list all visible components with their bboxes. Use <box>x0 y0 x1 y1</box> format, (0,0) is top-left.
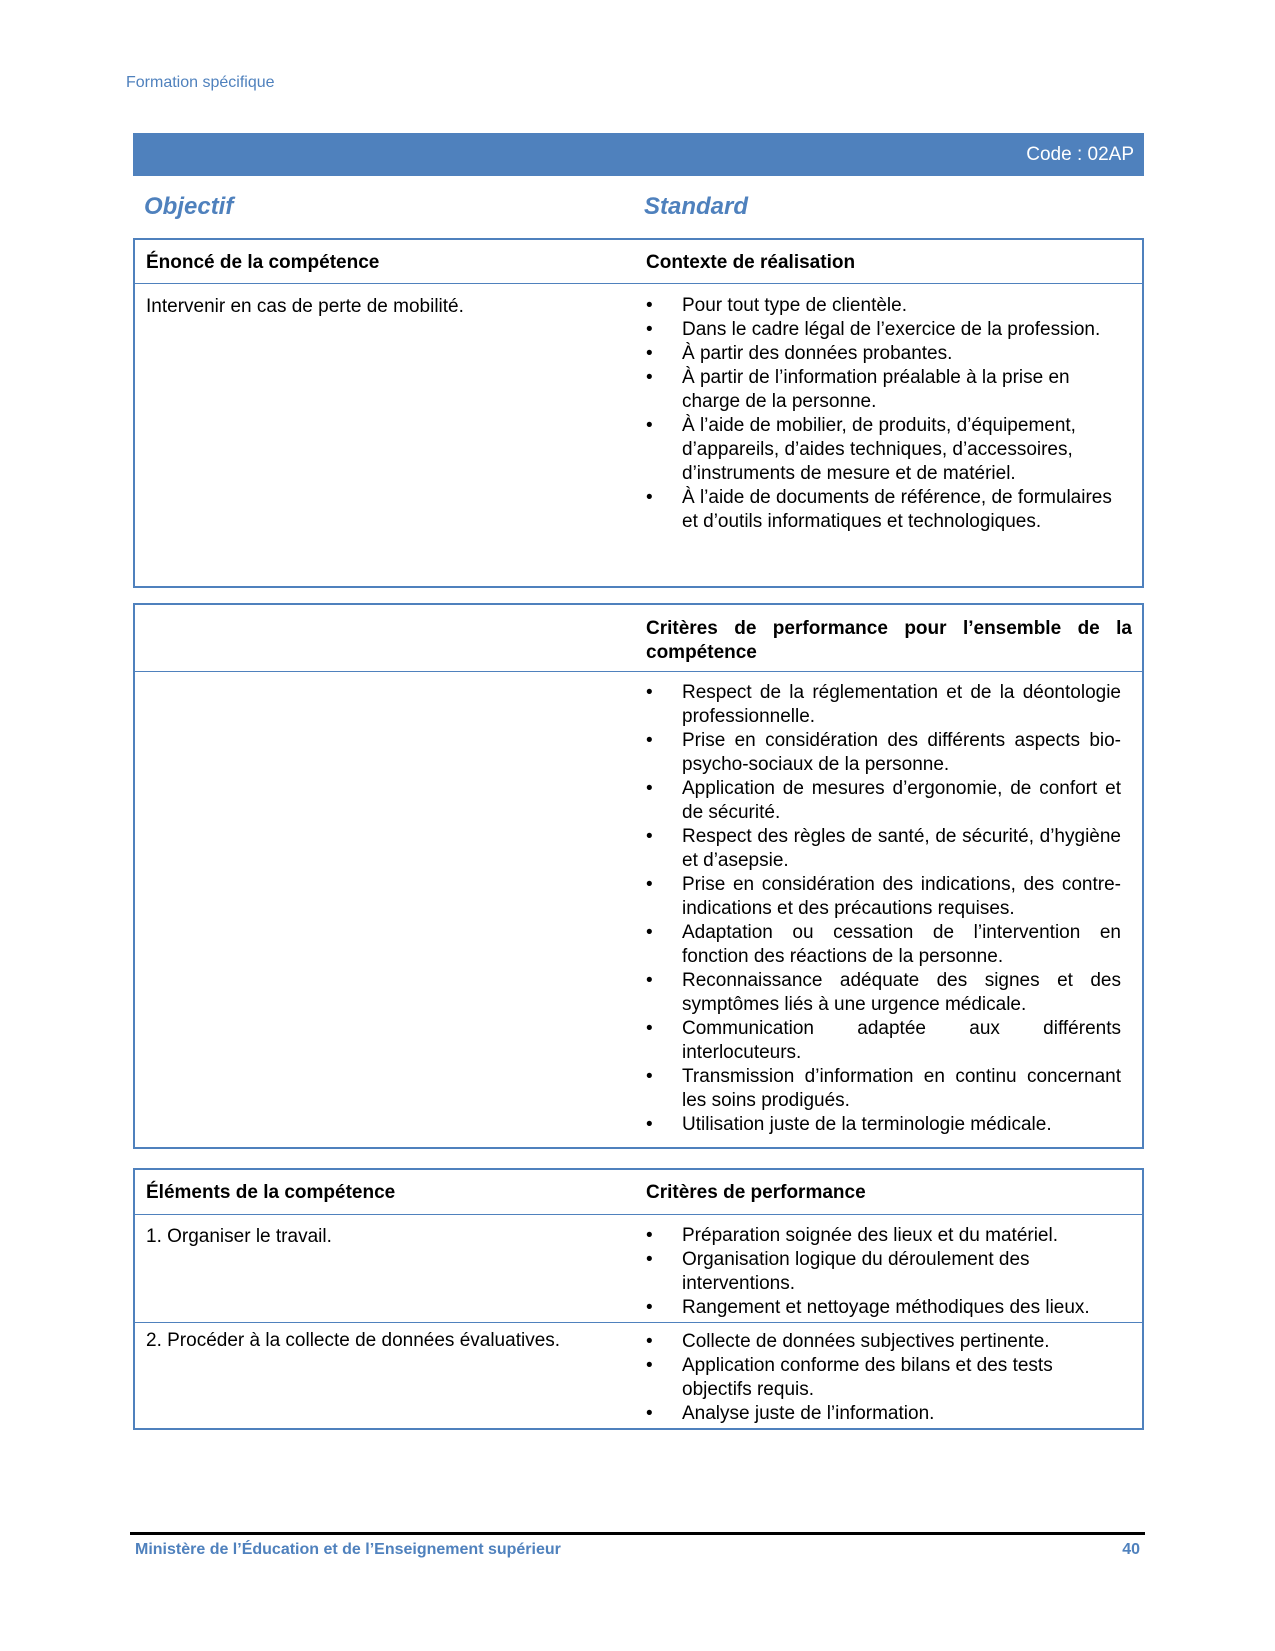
criteria-item: • Utilisation juste de la terminologie médicale. <box>646 1113 1121 1137</box>
criteria-item: • Rangement et nettoyage méthodiques des lieux. <box>646 1296 1136 1320</box>
criteria-item: • Communication adaptée aux différents interlocuteurs. <box>646 1017 1121 1065</box>
code-bar <box>133 133 1144 176</box>
element-item: 1. Organiser le travail. <box>146 1226 332 1247</box>
criteria-item: • Transmission d’information en continu concernant les soins prodigués. <box>646 1065 1121 1113</box>
criteria-item: • Application conforme des bilans et des tests objectifs requis. <box>646 1354 1121 1402</box>
section-title-objective: Objectif <box>144 193 234 220</box>
context-item: • Dans le cadre légal de l’exercice de la profession. <box>646 318 1121 342</box>
context-item: • À partir de l’information préalable à la prise en charge de la personne. <box>646 366 1121 414</box>
table-divider <box>135 1214 1142 1215</box>
criteria-item: • Respect des règles de santé, de sécurité, d’hygiène et d’asepsie. <box>646 825 1121 873</box>
table-divider <box>135 283 1142 284</box>
performance-criteria-header: Critères de performance <box>646 1182 866 1203</box>
element-criteria-list <box>646 1224 1136 1320</box>
context-list <box>646 294 1121 534</box>
elements-header: Éléments de la compétence <box>146 1182 396 1203</box>
context-item: • À partir des données probantes. <box>646 342 1121 366</box>
context-item: • À l’aide de documents de référence, de formulaires et d’outils informatiques et technologiques. <box>646 486 1121 534</box>
context-header: Contexte de réalisation <box>646 252 856 273</box>
element-item: 2. Procéder à la collecte de données évaluatives. <box>146 1330 561 1351</box>
elements-table <box>133 1168 1144 1430</box>
context-item: • Pour tout type de clientèle. <box>646 294 1121 318</box>
criteria-item: • Application de mesures d’ergonomie, de confort et de sécurité. <box>646 777 1121 825</box>
table-divider <box>135 1322 1142 1323</box>
footer-rule <box>130 1532 1145 1535</box>
criteria-item: • Adaptation ou cessation de l’intervention en fonction des réactions de la personne. <box>646 921 1121 969</box>
criteria-item: • Collecte de données subjectives pertinente. <box>646 1330 1121 1354</box>
footer-ministry: Ministère de l’Éducation et de l’Enseignement supérieur <box>135 1541 561 1558</box>
criteria-item: • Organisation logique du déroulement des interventions. <box>646 1248 1136 1296</box>
criteria-item: • Prise en considération des indications, des contre-indications et des précautions requises. <box>646 873 1121 921</box>
criteria-item: • Reconnaissance adéquate des signes et des symptômes liés à une urgence médicale. <box>646 969 1121 1017</box>
competence-statement-header: Énoncé de la compétence <box>146 252 380 273</box>
overall-criteria-header: Critères de performance pour l’ensemble de la compétence <box>646 618 1132 663</box>
page-number: 40 <box>1122 1541 1140 1558</box>
section-title-standard: Standard <box>644 193 749 220</box>
criteria-item: • Respect de la réglementation et de la déontologie professionnelle. <box>646 681 1121 729</box>
competence-table <box>133 238 1144 588</box>
overall-criteria-list <box>646 681 1121 1137</box>
competence-statement: Intervenir en cas de perte de mobilité. <box>146 296 464 317</box>
criteria-item: • Analyse juste de l’information. <box>646 1402 1121 1426</box>
criteria-item: • Préparation soignée des lieux et du matériel. <box>646 1224 1136 1248</box>
criteria-item: • Prise en considération des différents aspects bio-psycho-sociaux de la personne. <box>646 729 1121 777</box>
competency-code: Code : 02AP <box>1026 144 1134 165</box>
table-divider <box>135 671 1142 672</box>
overall-criteria-table <box>133 603 1144 1149</box>
context-item: • À l’aide de mobilier, de produits, d’équipement, d’appareils, d’aides techniques, d’accessoires, d’instruments de mesure et de matériel. <box>646 414 1121 486</box>
document-header-label: Formation spécifique <box>126 74 275 91</box>
element-criteria-list <box>646 1330 1121 1426</box>
